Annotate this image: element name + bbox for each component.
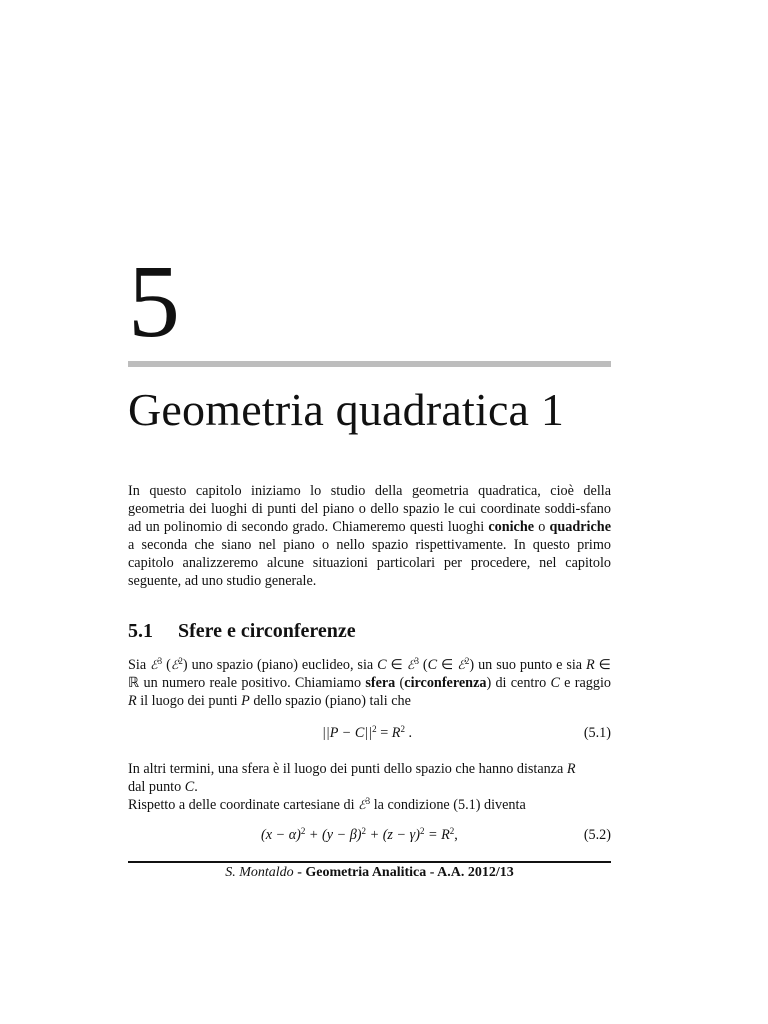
text: ) uno spazio (piano) euclideo, sia [182, 657, 378, 673]
footer-author: S. Montaldo [225, 865, 294, 880]
exponent: 2 [449, 826, 455, 836]
exponent: 2 [300, 826, 306, 836]
script-e-symbol: ℰ [406, 657, 415, 672]
math-var: R [586, 657, 595, 673]
script-e-symbol: ℰ [150, 657, 158, 672]
exponent: 3 [365, 796, 371, 806]
script-e-symbol: ℰ [170, 657, 179, 672]
eq-term: + (y − β) [305, 827, 362, 843]
math-var: R [566, 761, 576, 777]
text: . [194, 779, 198, 795]
text: ∈ [386, 657, 407, 673]
text: dello spazio (piano) tali che [249, 693, 411, 709]
text: ∈ ℝ un numero reale positivo. Chiamiamo [128, 657, 612, 691]
term-circonferenza: circonferenza [404, 675, 487, 691]
exponent: 2 [178, 656, 183, 666]
eq-lhs: ||P − C|| [322, 725, 373, 741]
intro-text-1: In questo capitolo iniziamo lo studio della geometria quadratica, cioè della geometria dei luoghi di punti del piano o dello spazio le cui coordinate soddi-sfano ad un polinomio di secondo grado. Chiameremo questi luoghi [128, 483, 611, 535]
text: la condizione (5.1) diventa [370, 797, 526, 813]
text: ( [418, 657, 428, 673]
equation-5-2 [128, 827, 611, 847]
equation-tag: (5.1) [583, 725, 611, 741]
eq-term: + (z − γ) [366, 827, 420, 843]
eq-sign: = [376, 725, 392, 741]
script-e-symbol: ℰ [358, 797, 366, 812]
text: ( [162, 657, 171, 673]
equation-tag: (5.2) [583, 827, 611, 843]
math-var: C [184, 779, 195, 795]
footer-rule [128, 861, 611, 863]
section-number: 5.1 [128, 620, 153, 642]
equation-body [261, 827, 458, 844]
math-var: R [128, 693, 137, 709]
intro-text-3: a seconda che siano nel piano o nello spazio rispettivamente. In questo primo capitolo analizzeremo alcune situazioni particolari per procedere, nel capitolo seguente, ad uno studio generale. [128, 537, 611, 589]
text: ( [395, 675, 405, 691]
exponent: 2 [372, 724, 377, 734]
footer-course: - Geometria Analitica - A.A. 2012/13 [293, 865, 514, 880]
text: Sia [128, 657, 151, 673]
eq-term: (x − α) [261, 827, 301, 843]
text: dal punto [128, 779, 185, 795]
text: ) un suo punto e sia [469, 657, 587, 673]
exponent: 2 [400, 724, 405, 734]
math-var: C [377, 657, 387, 673]
chapter-number: 5 [128, 244, 180, 359]
exponent: 2 [419, 826, 425, 836]
equation-5-1 [128, 725, 611, 745]
math-var: C [550, 675, 560, 691]
text: e raggio [559, 675, 611, 691]
page-footer [128, 865, 611, 881]
text: ∈ [437, 657, 458, 673]
intro-paragraph [128, 482, 611, 590]
text: il luogo dei punti [136, 693, 242, 709]
math-var: P [241, 693, 250, 709]
math-var: C [427, 657, 438, 673]
eq-rhs: R [391, 725, 401, 741]
text: ) di centro [486, 675, 551, 691]
exponent: 3 [414, 656, 419, 666]
intro-text-2: o [534, 519, 550, 535]
equation-body [322, 725, 412, 742]
section-title: Sfere e circonferenze [178, 620, 356, 642]
chapter-rule [128, 361, 611, 367]
script-e-symbol: ℰ [457, 657, 465, 672]
section-heading [128, 619, 356, 643]
eq-end: . [404, 725, 413, 741]
exponent: 2 [361, 826, 367, 836]
term-coniche: coniche [488, 519, 535, 535]
term-sfera: sfera [365, 675, 396, 691]
chapter-title: Geometria quadratica 1 [128, 384, 565, 435]
definition-paragraph [128, 656, 611, 710]
exponent: 2 [464, 656, 470, 666]
text: Rispetto a delle coordinate cartesiane di [128, 797, 359, 813]
term-quadriche: quadriche [549, 519, 611, 535]
exponent: 3 [157, 656, 163, 666]
eq-end: , [454, 827, 458, 843]
eq-rhs: = R [424, 827, 450, 843]
text: In altri termini, una sfera è il luogo dei punti dello spazio che hanno distanza [128, 761, 567, 777]
explanation-paragraph [128, 760, 611, 814]
